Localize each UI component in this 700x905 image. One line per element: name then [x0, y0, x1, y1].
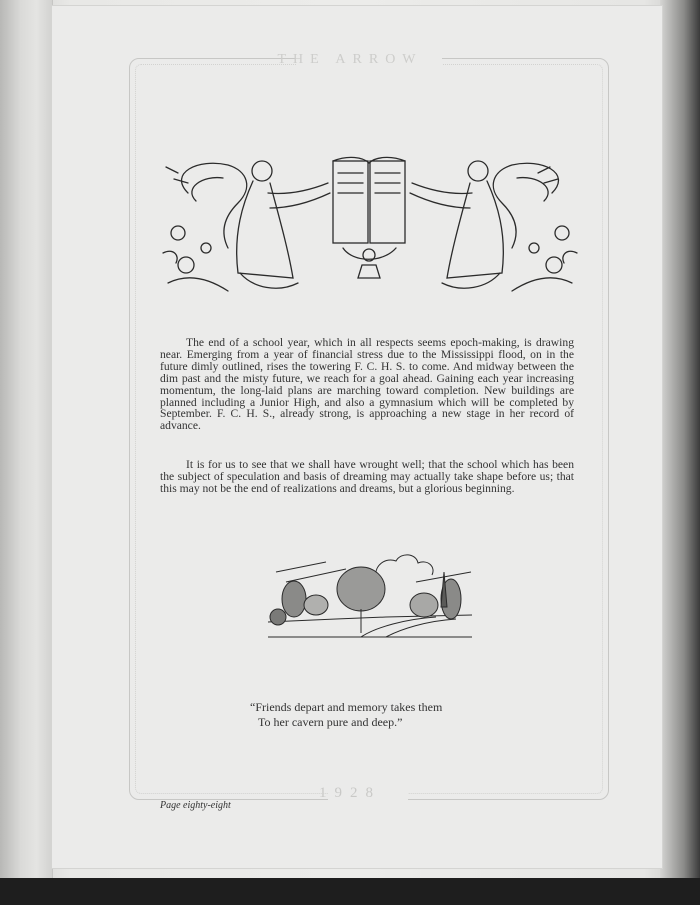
landscape-vignette [266, 547, 474, 650]
body-paragraph-1: The end of a school year, which in all respects seems epoch-making, is drawing near. Emerging from a year of financial stress due to the Mississippi flood, on in the future dimly outlined, rises the towering F. C. H. S. to come. And midway between the dim past and the misty future, we reach for a goal ahead. Gaining each year increasing momentum, the long-laid plans are marching toward completion. New buildings are planned including a Junior High, and also a gymnasium which will be completed by September. F. C. H. S., already strong, is approaching a new stage in her record of advance. [160, 336, 574, 433]
footer-year: 1928 [319, 785, 381, 801]
body-paragraph-2: It is for us to see that we shall have wrought well; that the school which has been the subject of speculation and basis of dreaming may actually take shape before us; that this may not be the end of realizations and dreams, but a glorious beginning. [160, 458, 574, 495]
header-title: THE ARROW [277, 52, 423, 67]
headpiece-illustration [158, 153, 582, 299]
book-binding [0, 0, 53, 880]
scan-bottom-edge [0, 878, 700, 905]
quote-line-2: To her cavern pure and deep.” [258, 715, 403, 729]
quote-line-1: “Friends depart and memory takes them [250, 700, 443, 714]
page-number: Page eighty-eight [160, 800, 231, 811]
page-edge-shadow [660, 0, 700, 880]
